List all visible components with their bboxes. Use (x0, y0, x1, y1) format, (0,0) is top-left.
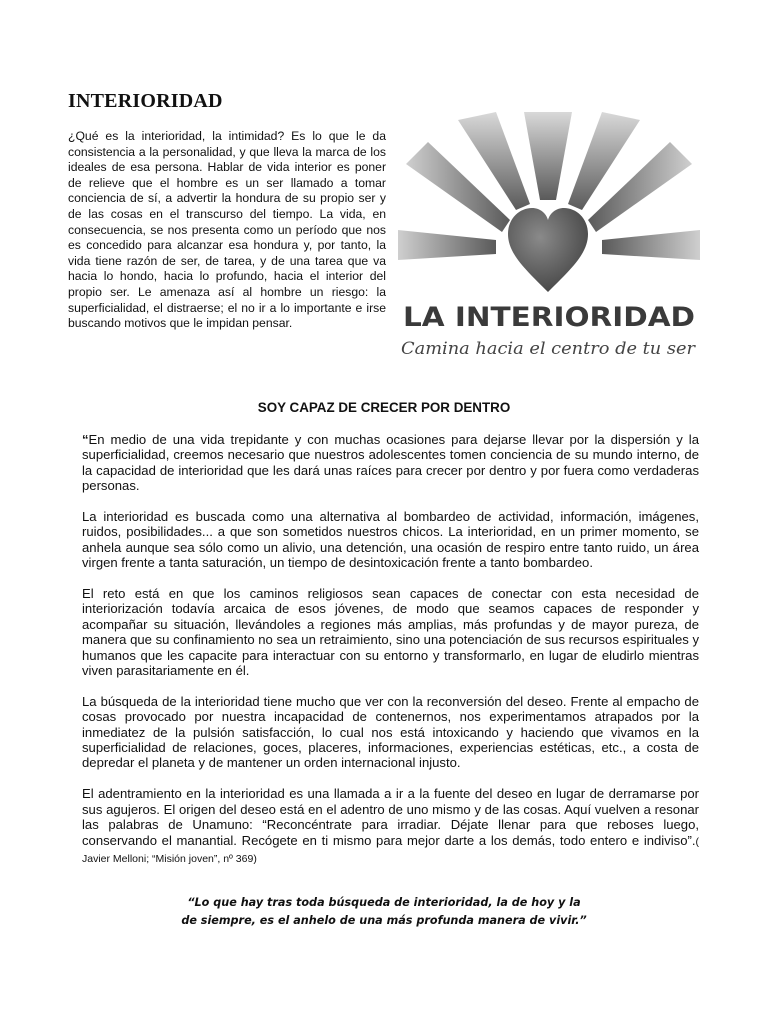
opening-quote-mark: “ (82, 432, 89, 447)
paragraph-2: La interioridad es buscada como una alternativa al bombardeo de actividad, información, imágenes, ruidos, posibilidades... a que son sometidos nuestros chicos. La interioridad, en un primer momento, se anhela aunque sea sólo como un alivio, una detención, una ocasión de respiro entre tanto ruido, un área virgen frente a tanta saturación, un tiempo de desintoxicación frente a tanto bombardeo. (82, 509, 699, 571)
heart-icon (508, 208, 588, 292)
closing-quote (150, 894, 618, 930)
paragraph-4: La búsqueda de la interioridad tiene mucho que ver con la reconversión del deseo. Frente al empacho de cosas provocado por nuestra incapacidad de contenernos, nos experimentamos atrapados por la inmediatez de la pulsión satisfacción, lo cual nos está intoxicando y haciendo que vivamos en la superficialidad de relaciones, goces, placeres, informaciones, experiencias estéticas, etc., a costa de depredar el planeta y de mantener un orden internacional injusto. (82, 693, 699, 771)
logo-graphic (398, 112, 700, 362)
paragraph-5-text: El adentramiento en la interioridad es una llamada a ir a la fuente del deseo en lugar de derramarse por sus agujeros. El origen del deseo está en el adentro de uno mismo y de las cosas. Aquí vuelven a resonar las palabras de Unamuno: “Reconcéntrate para irradiar. Déjate llenar para que reboses luego, conservando el manantial. Recógete en ti mismo para mejor darte a los demás, todo entero e indiviso”. (82, 786, 699, 848)
article-body (82, 432, 699, 883)
closing-quote-line-2: de siempre, es el anhelo de una más profunda manera de vivir.” (181, 914, 587, 927)
citation: ( Javier Melloni; “Misión joven”, nº 369) (82, 835, 699, 865)
paragraph-3: El reto está en que los caminos religiosos sean capaces de conectar con esta necesidad de interiorización todavía arcaica de esos jóvenes, de modo que seamos capaces de responder y acompañar su situación, llevándoles a regiones más amplias, más profundas y de mayor pureza, de manera que su confinamiento no sea un retraimiento, sino una potenciación de sus recursos espirituales y humanos que les capacite para interactuar con su entorno y transformarlo, en lugar de eludirlo mientras viven parasitariamente en él. (82, 586, 699, 679)
paragraph-1-text: En medio de una vida trepidante y con muchas ocasiones para dejarse llevar por la dispersión y la superficialidad, creemos necesario que nuestros adolescentes tomen conciencia de su mundo interno, de la capacidad de interioridad que les dará unas raíces para crecer por dentro y por fuera como verdaderas personas. (82, 432, 699, 494)
page-title: INTERIORIDAD (68, 90, 223, 112)
paragraph-5 (82, 786, 699, 867)
paragraph-1 (82, 432, 699, 494)
section-heading: SOY CAPAZ DE CRECER POR DENTRO (257, 400, 511, 415)
closing-quote-line-1: “Lo que hay tras toda búsqueda de interioridad, la de hoy y la (187, 896, 581, 909)
logo-title: LA INTERIORIDAD (403, 302, 695, 333)
interioridad-logo (398, 112, 700, 362)
intro-paragraph: ¿Qué es la interioridad, la intimidad? Es lo que le da consistencia a la personalidad, y que lleva la marca de los ideales de esa persona. Hablar de vida interior es poner de relieve que el hombre es un ser llamado a tomar conciencia de sí, a advertir la hondura de su propio ser y de las cosas en el transcurso del tiempo. La vida, en consecuencia, se nos presenta como un período que nos es concedido para alcanzar esa hondura y, por tanto, la vida tiene razón de ser, de tarea, y de una tarea que va hacia lo hondo, hacia lo profundo, hacia el interior del propio ser. Le amenaza así al hombre un riesgo: la superficialidad, el distraerse; el no ir a lo importante e irse buscando motivos que le impidan pensar. (68, 129, 386, 331)
logo-subtitle: Camina hacia el centro de tu ser (401, 339, 696, 359)
